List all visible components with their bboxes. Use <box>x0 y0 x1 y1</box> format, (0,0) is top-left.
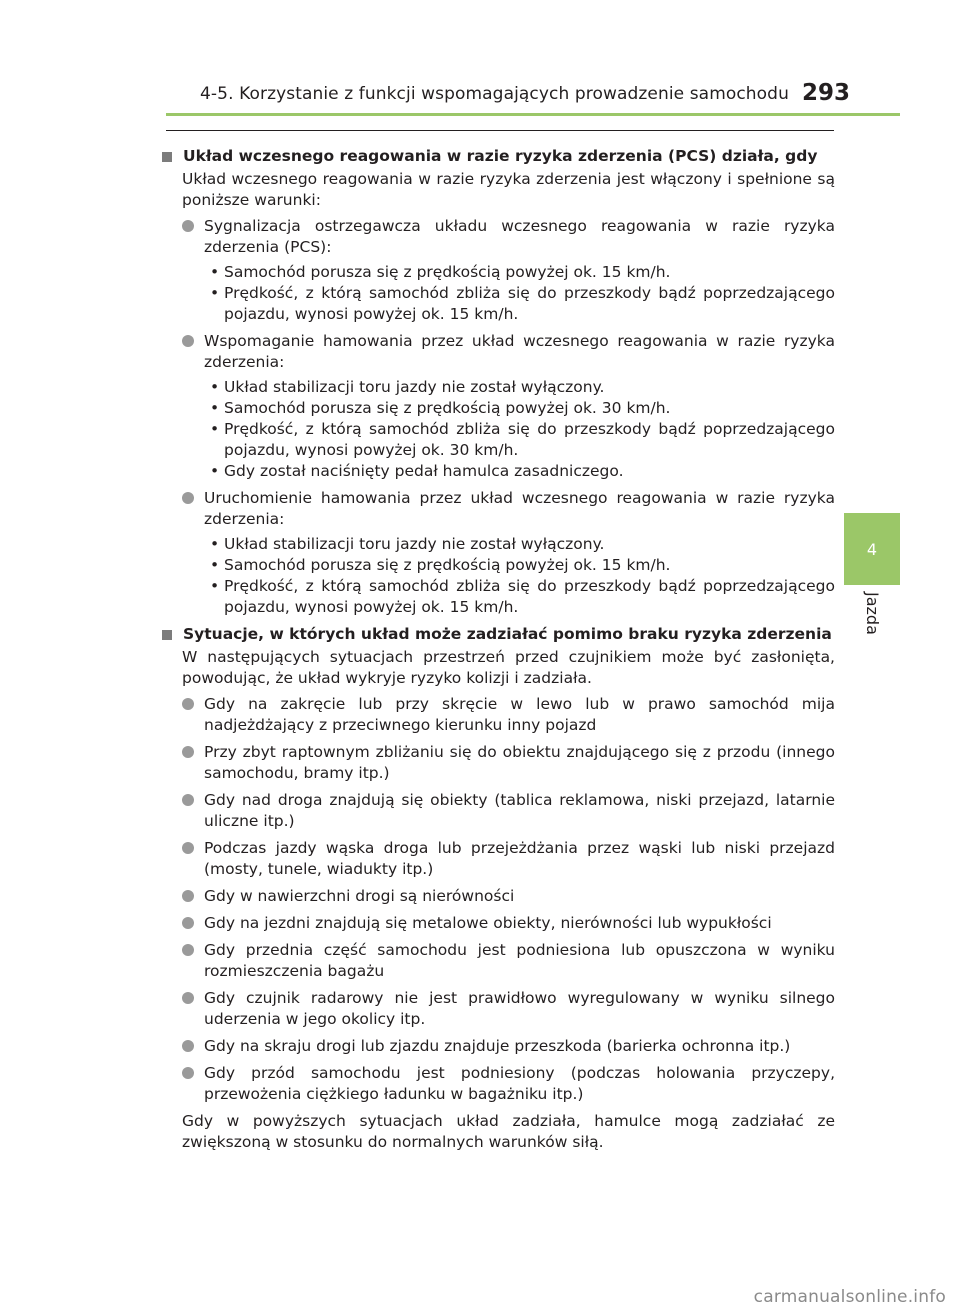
section-pcs-operates <box>162 146 835 618</box>
list-item <box>182 886 835 907</box>
list-item-text: Uruchomienie hamowania przez układ wczesnego reagowania w razie ryzyka zderzenia: <box>204 489 835 528</box>
sub-list-item: • Prędkość, z którą samochód zbliża się do przeszkody bądź poprzedzającego pojazdu, wynosi powyżej ok. 15 km/h. <box>204 576 835 618</box>
watermark: carmanualsonline.info <box>753 1287 946 1307</box>
bullet-dot-icon: • <box>210 263 220 281</box>
bullet-dot-icon: • <box>210 284 220 302</box>
list-item <box>182 742 835 784</box>
list-item-text: Wspomaganie hamowania przez układ wczesnego reagowania w razie ryzyka zderzenia: <box>204 332 835 371</box>
bullet-dot-icon: • <box>210 462 220 480</box>
list-item-text: Gdy przód samochodu jest podniesiony (podczas holowania przyczepy, przewożenia ciężkiego ładunku w bagażniku itp.) <box>204 1064 835 1103</box>
sub-list-item: • Gdy został naciśnięty pedał hamulca zasadniczego. <box>204 461 835 482</box>
sub-list-item: • Układ stabilizacji toru jazdy nie został wyłączony. <box>204 377 835 398</box>
list-item-text: Gdy na jezdni znajdują się metalowe obiekty, nierówności lub wypukłości <box>204 914 772 932</box>
circle-bullet-icon <box>182 220 194 232</box>
list-item <box>182 1036 835 1057</box>
bullet-dot-icon: • <box>210 556 220 574</box>
circle-bullet-icon <box>182 492 194 504</box>
page-number: 293 <box>802 80 851 106</box>
sub-list-item: • Prędkość, z którą samochód zbliża się do przeszkody bądź poprzedzającego pojazdu, wynosi powyżej ok. 15 km/h. <box>204 283 835 325</box>
list-item <box>182 331 835 482</box>
circle-bullet-icon <box>182 1067 194 1079</box>
list-item <box>182 216 835 325</box>
list-item <box>182 488 835 618</box>
header-rule <box>166 113 900 116</box>
circle-bullet-icon <box>182 842 194 854</box>
list-item <box>182 838 835 880</box>
list-item-text: Gdy nad droga znajdują się obiekty (tablica reklamowa, niski przejazd, latarnie uliczne itp.) <box>204 791 835 830</box>
list-item-text: Sygnalizacja ostrzegawcza układu wczesnego reagowania w razie ryzyka zderzenia (PCS): <box>204 217 835 256</box>
list-item-text: Gdy na skraju drogi lub zjazdu znajduje przeszkoda (barierka ochronna itp.) <box>204 1037 791 1055</box>
bullet-dot-icon: • <box>210 420 220 438</box>
section-heading-text: Układ wczesnego reagowania w razie ryzyka zderzenia (PCS) działa, gdy <box>183 147 818 165</box>
sub-list <box>204 534 835 618</box>
chapter-label: Jazda <box>863 592 882 635</box>
circle-bullet-icon <box>182 698 194 710</box>
circle-bullet-icon <box>182 890 194 902</box>
list-item <box>182 940 835 982</box>
chapter-number: 4 <box>866 539 878 559</box>
list-item <box>182 913 835 934</box>
bullet-dot-icon: • <box>210 399 220 417</box>
list-item <box>182 1063 835 1105</box>
closing-paragraph: Gdy w powyższych sytuacjach układ zadziała, hamulce mogą zadziałać ze zwiększoną w stosunku do normalnych warunków siłą. <box>182 1112 835 1151</box>
square-bullet-icon <box>162 152 172 162</box>
sub-list-item: • Samochód porusza się z prędkością powyżej ok. 15 km/h. <box>204 555 835 576</box>
circle-bullet-icon <box>182 335 194 347</box>
square-bullet-icon <box>162 630 172 640</box>
circle-bullet-icon <box>182 1040 194 1052</box>
page-content <box>162 146 835 1159</box>
running-header-title: 4-5. Korzystanie z funkcji wspomagających prowadzenie samochodu <box>200 84 789 104</box>
circle-bullet-icon <box>182 746 194 758</box>
sub-list <box>204 377 835 482</box>
section-heading <box>162 624 835 645</box>
sub-list-item: • Samochód porusza się z prędkością powyżej ok. 15 km/h. <box>204 262 835 283</box>
bullet-dot-icon: • <box>210 535 220 553</box>
list-item-text: Przy zbyt raptownym zbliżaniu się do obiektu znajdującego się z przodu (innego samochodu, bramy itp.) <box>204 743 835 782</box>
bullet-dot-icon: • <box>210 378 220 396</box>
section-false-activation <box>162 624 835 1153</box>
section-intro: Układ wczesnego reagowania w razie ryzyka zderzenia jest włączony i spełnione są poniższe warunki: <box>182 170 835 209</box>
section-heading-text: Sytuacje, w których układ może zadziałać pomimo braku ryzyka zderzenia <box>183 625 832 643</box>
circle-bullet-icon <box>182 794 194 806</box>
sub-list-item: • Prędkość, z którą samochód zbliża się do przeszkody bądź poprzedzającego pojazdu, wynosi powyżej ok. 30 km/h. <box>204 419 835 461</box>
list-item <box>182 988 835 1030</box>
sub-list <box>204 262 835 325</box>
list-item-text: Gdy w nawierzchni drogi są nierówności <box>204 887 515 905</box>
list-item-text: Gdy czujnik radarowy nie jest prawidłowo wyregulowany w wyniku silnego uderzenia w jego okolicy itp. <box>204 989 835 1028</box>
chapter-tab <box>844 513 900 585</box>
sub-list-item: • Samochód porusza się z prędkością powyżej ok. 30 km/h. <box>204 398 835 419</box>
content-top-rule <box>166 130 834 131</box>
section-heading <box>162 146 835 167</box>
sub-list-item: • Układ stabilizacji toru jazdy nie został wyłączony. <box>204 534 835 555</box>
circle-bullet-icon <box>182 992 194 1004</box>
circle-bullet-icon <box>182 944 194 956</box>
list-item <box>182 694 835 736</box>
circle-bullet-icon <box>182 917 194 929</box>
bullet-dot-icon: • <box>210 577 220 595</box>
list-item-text: Podczas jazdy wąska droga lub przejeżdżania przez wąski lub niski przejazd (mosty, tunele, wiadukty itp.) <box>204 839 835 878</box>
section-intro: W następujących sytuacjach przestrzeń przed czujnikiem może być zasłonięta, powodując, że układ wykryje ryzyko kolizji i zadziała. <box>182 648 835 687</box>
list-item-text: Gdy przednia część samochodu jest podniesiona lub opuszczona w wyniku rozmieszczenia bagażu <box>204 941 835 980</box>
list-item <box>182 790 835 832</box>
list-item-text: Gdy na zakręcie lub przy skręcie w lewo lub w prawo samochód mija nadjeżdżający z przeciwnego kierunku inny pojazd <box>204 695 835 734</box>
